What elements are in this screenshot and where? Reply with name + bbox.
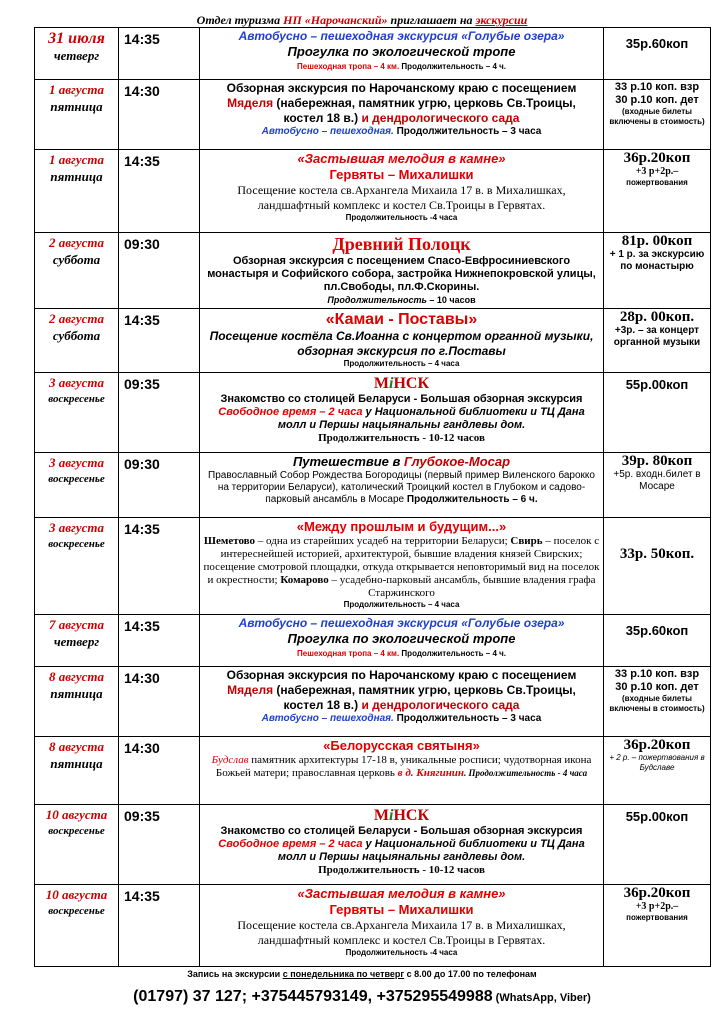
date: 1 августа bbox=[48, 82, 104, 97]
date-cell bbox=[35, 80, 119, 150]
price-cell bbox=[604, 309, 711, 373]
time-cell: 14:35 bbox=[119, 615, 200, 667]
excursion-title: «Камаи - Поставы» bbox=[325, 311, 478, 328]
date: 2 августа bbox=[48, 235, 104, 250]
price-adult: 33 р.10 коп. взр bbox=[614, 668, 700, 680]
place-name: Шеметово bbox=[203, 535, 256, 547]
page-header bbox=[0, 13, 724, 28]
duration: Продолжительность -4 часа bbox=[345, 948, 458, 957]
time-cell: 14:35 bbox=[119, 885, 200, 967]
date-cell bbox=[35, 373, 119, 453]
date-cell bbox=[35, 453, 119, 518]
price-cell bbox=[604, 805, 711, 885]
date: 7 августа bbox=[48, 617, 104, 632]
price-adult: 33 р.10 коп. взр bbox=[614, 81, 700, 93]
excursion-detail: (набережная, памятник угрю, церковь Св.Троицы, bbox=[273, 683, 576, 697]
excursion-detail: Знакомство со столицей Беларуси - Большая обзорная экскурсия bbox=[220, 393, 583, 405]
description-cell bbox=[200, 150, 604, 233]
excursion-type: Автобусно – пешеходная. bbox=[261, 126, 394, 137]
messenger-note: (WhatsApp, Viber) bbox=[492, 992, 591, 1004]
time-cell: 14:30 bbox=[119, 737, 200, 805]
price-cell bbox=[604, 615, 711, 667]
price-extra: + 2 р. – пожертвования в Будславе bbox=[609, 753, 705, 772]
excursion-detail: у Национальной библиотеки и ТЦ Дана молл и Першы нацыянальны гандлевы дом. bbox=[277, 838, 585, 863]
free-time: Свободное время – 2 часа bbox=[218, 406, 363, 418]
price: 36р.20коп bbox=[623, 737, 691, 753]
phone-numbers bbox=[0, 988, 724, 1006]
date: 1 августа bbox=[48, 152, 104, 167]
town-name: Мяделя bbox=[227, 683, 274, 697]
price-cell bbox=[604, 233, 711, 309]
description-cell bbox=[200, 805, 604, 885]
excursion-subtitle: Прогулка по экологической тропе bbox=[287, 44, 516, 59]
date: 10 августа bbox=[45, 887, 108, 902]
town-name: Мяделя bbox=[227, 96, 274, 110]
excursion-detail: – усадебно-парковый ансамбль, бывшие владения графа Старжинского bbox=[328, 574, 596, 599]
weekday: четверг bbox=[53, 48, 100, 63]
price-note: пожертвования bbox=[626, 913, 688, 922]
phone-list: (01797) 37 127; +375445793149, +375295549988 bbox=[133, 988, 493, 1005]
weekday: пятница bbox=[50, 686, 103, 701]
price-extra: +3р. – за концерт органной музыки bbox=[613, 325, 701, 348]
weekday: пятница bbox=[50, 756, 103, 771]
booking-note bbox=[0, 969, 724, 979]
time-cell: 14:35 bbox=[119, 518, 200, 615]
price-child: 30 р.10 коп. дет bbox=[615, 681, 699, 693]
duration-label: Продолжительность bbox=[327, 295, 427, 305]
excursion-title: Автобусно – пешеходная экскурсия «Голубые озера» bbox=[238, 29, 565, 43]
price-extra: +3 р+2р.– bbox=[635, 166, 679, 177]
weekday: суббота bbox=[52, 328, 101, 343]
description-cell bbox=[200, 373, 604, 453]
price-cell bbox=[604, 28, 711, 80]
date: 31 июля bbox=[48, 30, 105, 47]
excursion-title: «Между прошлым и будущим...» bbox=[296, 519, 507, 534]
title-part: НСК bbox=[393, 807, 430, 824]
booking-hours: с 8.00 до 17.00 по телефонам bbox=[404, 969, 537, 979]
excursion-title: «Застывшая мелодия в камне» bbox=[297, 886, 506, 901]
free-time: Свободное время – 2 часа bbox=[218, 838, 363, 850]
price: 39р. 80коп bbox=[621, 453, 693, 469]
date: 8 августа bbox=[48, 669, 104, 684]
price-extra: +3 р+2р.– bbox=[635, 901, 679, 912]
price: 35р.60коп bbox=[625, 623, 689, 638]
date-cell bbox=[35, 737, 119, 805]
excursion-detail: Посещение костела св.Архангела Михаила 17 в. в Михалишках, ландшафтный комплекс и костел Св.Троицы в Гервятах. bbox=[237, 918, 566, 947]
date: 8 августа bbox=[48, 739, 104, 754]
duration: Продолжительность – 4 часа bbox=[343, 359, 460, 368]
price-child: 30 р.10 коп. дет bbox=[615, 94, 699, 106]
date: 3 августа bbox=[48, 375, 104, 390]
title-part: НСК bbox=[393, 375, 430, 392]
title-part: і bbox=[389, 807, 394, 824]
excursion-title: Автобусно – пешеходная экскурсия «Голубые озера» bbox=[238, 616, 565, 630]
place-name: Свирь bbox=[510, 535, 543, 547]
place-name: Комарово bbox=[280, 574, 329, 586]
duration: Продолжительность - 10-12 часов bbox=[318, 864, 485, 876]
excursion-detail: Посещение костела св.Архангела Михаила 17 в. в Михалишках, ландшафтный комплекс и костел Св.Троицы в Гервятах. bbox=[237, 183, 566, 212]
price: 55р.00коп bbox=[625, 809, 689, 824]
time-cell: 14:35 bbox=[119, 150, 200, 233]
duration: Продолжительность – 3 часа bbox=[393, 713, 542, 724]
weekday: пятница bbox=[50, 169, 103, 184]
time-cell: 09:30 bbox=[119, 453, 200, 518]
table-row bbox=[35, 373, 711, 453]
weekday: суббота bbox=[52, 252, 101, 267]
excursion-title: Древний Полоцк bbox=[332, 234, 471, 254]
excursion-detail: у Национальной библиотеки и ТЦ Дана молл и Першы нацыянальны гандлевы дом. bbox=[277, 406, 585, 431]
excursion-detail: Знакомство со столицей Беларуси - Большая обзорная экскурсия bbox=[220, 825, 583, 837]
weekday: воскресенье bbox=[48, 538, 105, 550]
header-org: НП «Нарочанский» bbox=[283, 13, 388, 27]
table-row bbox=[35, 737, 711, 805]
date-cell bbox=[35, 233, 119, 309]
price-cell bbox=[604, 518, 711, 615]
excursion-subtitle: Гервяты – Михалишки bbox=[329, 167, 474, 182]
price: 33р. 50коп. bbox=[619, 546, 695, 562]
date-cell bbox=[35, 309, 119, 373]
excursion-detail: памятник архитектуры 17-18 в, уникальные росписи; чудотворная икона Божьей матери; православная церковь bbox=[215, 754, 592, 779]
price: 28р. 00коп. bbox=[619, 309, 695, 325]
excursion-title: Обзорная экскурсия по Нарочанскому краю с посещением bbox=[226, 668, 577, 682]
excursion-type: Автобусно – пешеходная. bbox=[261, 713, 394, 724]
date: 10 августа bbox=[45, 807, 108, 822]
booking-text: Запись на экскурсии bbox=[187, 969, 283, 979]
price: 35р.60коп bbox=[625, 36, 689, 51]
duration: Продолжительность – 4 ч. bbox=[399, 62, 506, 71]
table-row bbox=[35, 518, 711, 615]
price-note: пожертвования bbox=[626, 178, 688, 187]
description-cell bbox=[200, 28, 604, 80]
date-cell bbox=[35, 150, 119, 233]
time-cell: 09:30 bbox=[119, 233, 200, 309]
time-cell: 14:30 bbox=[119, 667, 200, 737]
excursion-detail: (набережная, памятник угрю, церковь Св.Троицы, bbox=[273, 96, 576, 110]
price-cell bbox=[604, 80, 711, 150]
description-cell bbox=[200, 309, 604, 373]
weekday: воскресенье bbox=[48, 393, 105, 405]
duration: Продолжительность – 4 часа bbox=[343, 600, 460, 609]
duration: Продолжительность – 3 часа bbox=[393, 126, 542, 137]
excursion-detail: Православный Собор Рождества Богородицы (первый пример Виленского барокко на территории Беларуси), католический Троицкий костел в Глубоком и садово-парковый ансамбль в Мосаре bbox=[208, 470, 595, 505]
trail-length: Пешеходная тропа – 4 км. bbox=[297, 62, 400, 71]
excursion-table bbox=[34, 27, 711, 967]
description-cell bbox=[200, 453, 604, 518]
date-cell bbox=[35, 28, 119, 80]
description-cell bbox=[200, 737, 604, 805]
excursion-title: «Белорусская святыня» bbox=[323, 738, 480, 753]
price: 36р.20коп bbox=[623, 150, 691, 166]
table-row bbox=[35, 150, 711, 233]
duration: – 10 часов bbox=[426, 295, 476, 305]
trail-length: Пешеходная тропа – 4 км. bbox=[297, 649, 400, 658]
header-part3: приглашает на bbox=[387, 13, 476, 27]
title-part: і bbox=[389, 375, 394, 392]
date: 2 августа bbox=[48, 311, 104, 326]
weekday: воскресенье bbox=[48, 905, 105, 917]
date: 3 августа bbox=[48, 520, 104, 535]
excursion-detail: костел 18 в.) bbox=[283, 698, 359, 712]
date-cell bbox=[35, 667, 119, 737]
table-row bbox=[35, 233, 711, 309]
price: 81р. 00коп bbox=[621, 233, 693, 249]
title-part: М bbox=[373, 807, 390, 824]
description-cell bbox=[200, 233, 604, 309]
time-cell: 14:35 bbox=[119, 309, 200, 373]
header-part1: Отдел туризма bbox=[196, 13, 284, 27]
excursion-detail: Обзорная экскурсия с посещением Спасо-Евфросиниевского монастыря и Софийского собора, застройка Нижнепокровской улицы, пл.Свободы, пл.Ф.Скорины. bbox=[207, 255, 596, 293]
price-cell bbox=[604, 885, 711, 967]
duration: . Продолжительность - 4 часа bbox=[464, 768, 588, 778]
excursion-subtitle: Прогулка по экологической тропе bbox=[287, 631, 516, 646]
price-cell bbox=[604, 737, 711, 805]
date-cell bbox=[35, 805, 119, 885]
weekday: пятница bbox=[50, 99, 103, 114]
price-note: (входные билеты включены в стоимость) bbox=[609, 694, 705, 713]
weekday: воскресенье bbox=[48, 473, 105, 485]
price-extra: + 1 р. за экскурсию по монастырю bbox=[609, 249, 705, 272]
header-excursions: экскурсии bbox=[475, 13, 528, 27]
description-cell bbox=[200, 80, 604, 150]
table-row bbox=[35, 615, 711, 667]
price: 55р.00коп bbox=[625, 377, 689, 392]
weekday: воскресенье bbox=[48, 825, 105, 837]
time-cell: 09:35 bbox=[119, 805, 200, 885]
title-part: Путешествие в bbox=[292, 454, 404, 469]
dendro-garden: и дендрологического сада bbox=[358, 111, 520, 125]
excursion-title: «Застывшая мелодия в камне» bbox=[297, 151, 506, 166]
duration: Продолжительность – 4 ч. bbox=[399, 649, 506, 658]
booking-days: с понедельника по четверг bbox=[282, 969, 405, 979]
date-cell bbox=[35, 518, 119, 615]
description-cell bbox=[200, 885, 604, 967]
excursion-subtitle: Гервяты – Михалишки bbox=[329, 902, 474, 917]
table-row bbox=[35, 28, 711, 80]
table-row bbox=[35, 667, 711, 737]
excursion-detail: Посещение костёла Св.Иоанна с концертом органной музыки, обзорная экскурсия по г.Поставы bbox=[209, 329, 594, 358]
price-cell bbox=[604, 453, 711, 518]
place-name: в д. Княгинин bbox=[397, 767, 465, 779]
table-row bbox=[35, 885, 711, 967]
duration: Продолжительность -4 часа bbox=[345, 213, 458, 222]
time-cell: 09:35 bbox=[119, 373, 200, 453]
excursion-detail: – одна из старейших усадеб на территории Беларуси; bbox=[255, 535, 511, 547]
duration: Продолжительность - 10-12 часов bbox=[318, 432, 485, 444]
price-cell bbox=[604, 667, 711, 737]
excursion-detail: – поселок с интереснейшей историей, архитектурой, бывшие владения князей Свирских; посещение смотровой площадки, откуда открывается неповторимый вид на поселок и окрестности; bbox=[203, 535, 600, 586]
date-cell bbox=[35, 615, 119, 667]
table-row bbox=[35, 80, 711, 150]
table-row bbox=[35, 309, 711, 373]
title-part: Глубокое-Мосар bbox=[404, 454, 511, 469]
title-part: М bbox=[373, 375, 390, 392]
weekday: четверг bbox=[53, 634, 100, 649]
price-extra: +5р. входн.билет в Мосаре bbox=[613, 469, 701, 492]
price-note: (входные билеты включены в стоимость) bbox=[609, 107, 705, 126]
description-cell bbox=[200, 615, 604, 667]
date: 3 августа bbox=[48, 455, 104, 470]
price-cell bbox=[604, 150, 711, 233]
place-name: Будслав bbox=[211, 754, 249, 766]
description-cell bbox=[200, 667, 604, 737]
excursion-detail: костел 18 в.) bbox=[283, 111, 359, 125]
time-cell: 14:30 bbox=[119, 80, 200, 150]
date-cell bbox=[35, 885, 119, 967]
dendro-garden: и дендрологического сада bbox=[358, 698, 520, 712]
price-cell bbox=[604, 373, 711, 453]
table-row bbox=[35, 805, 711, 885]
description-cell bbox=[200, 518, 604, 615]
time-cell: 14:35 bbox=[119, 28, 200, 80]
table-row bbox=[35, 453, 711, 518]
price: 36р.20коп bbox=[623, 885, 691, 901]
excursion-title: Обзорная экскурсия по Нарочанскому краю с посещением bbox=[226, 81, 577, 95]
duration: Продолжительность – 6 ч. bbox=[404, 494, 538, 505]
